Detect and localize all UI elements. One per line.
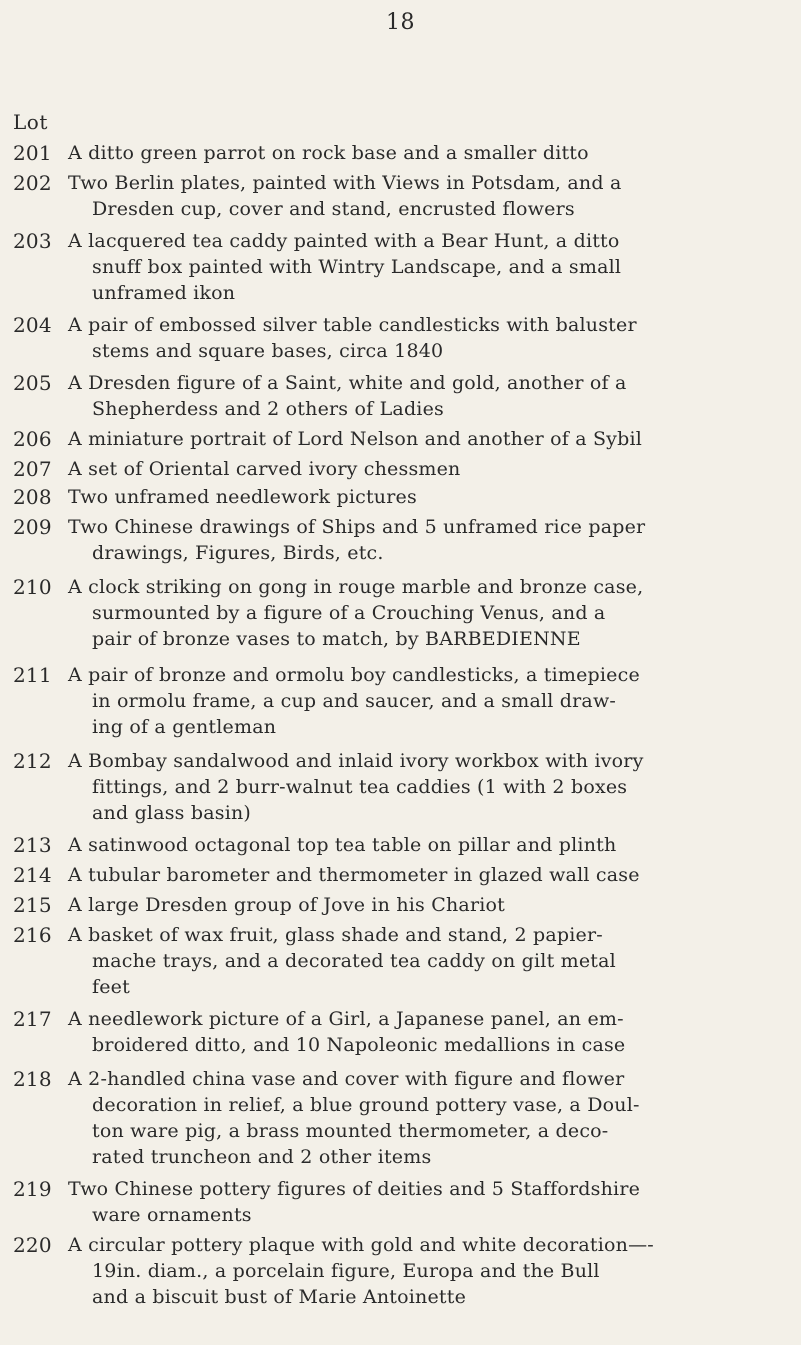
lot-description	[68, 832, 748, 858]
lot-description-line: decoration in relief, a blue ground pottery vase, a Doul-	[92, 1094, 640, 1116]
lot-description-line: Shepherdess and 2 others of Ladies	[92, 398, 444, 420]
lot-entry	[0, 140, 801, 166]
lot-description-line: A 2-handled china vase and cover with figure and flower	[68, 1068, 625, 1090]
page-number: 18	[386, 10, 415, 35]
lot-description-line: and glass basin)	[92, 802, 252, 824]
lot-description-line: A tubular barometer and thermometer in glazed wall case	[68, 864, 640, 886]
lot-number: 215	[13, 893, 52, 917]
lot-number: 203	[13, 229, 52, 253]
lot-number: 217	[13, 1007, 52, 1031]
lot-description-line: fittings, and 2 burr-walnut tea caddies (1 with 2 boxes	[92, 776, 628, 798]
lot-description-line: ing of a gentleman	[92, 716, 277, 738]
lot-description-line: 19in. diam., a porcelain figure, Europa and the Bull	[92, 1260, 600, 1282]
lot-number: 213	[13, 833, 52, 857]
lot-description-line: A ditto green parrot on rock base and a smaller ditto	[68, 142, 589, 164]
lot-description-line: feet	[92, 976, 130, 998]
lot-number: 219	[13, 1177, 52, 1201]
lot-description-line: A pair of bronze and ormolu boy candlesticks, a timepiece	[68, 664, 640, 686]
lot-entry	[0, 312, 801, 364]
lot-entry	[0, 748, 801, 826]
lot-entry	[0, 170, 801, 222]
lot-column-header: Lot	[13, 110, 48, 134]
lot-description-line: rated truncheon and 2 other items	[92, 1146, 432, 1168]
lot-description-line: A Dresden figure of a Saint, white and gold, another of a	[68, 372, 627, 394]
lot-description-line: A set of Oriental carved ivory chessmen	[68, 458, 461, 480]
lot-description	[68, 426, 748, 452]
lot-description	[68, 484, 748, 510]
lot-entry	[0, 1232, 801, 1310]
lot-entry	[0, 228, 801, 306]
lot-description	[68, 1232, 748, 1310]
lot-description-line: unframed ikon	[92, 282, 236, 304]
lot-description-line: and a biscuit bust of Marie Antoinette	[92, 1286, 467, 1308]
lot-description	[68, 1006, 748, 1058]
lot-number: 204	[13, 313, 52, 337]
lot-number: 210	[13, 575, 52, 599]
lot-entry	[0, 832, 801, 858]
lot-description	[68, 228, 748, 306]
lot-number: 202	[13, 171, 52, 195]
lot-number: 209	[13, 515, 52, 539]
lot-description-line: in ormolu frame, a cup and saucer, and a small draw-	[92, 690, 617, 712]
lot-description-line: A pair of embossed silver table candlesticks with baluster	[68, 314, 637, 336]
lot-description-line: Two Chinese drawings of Ships and 5 unframed rice paper	[68, 516, 646, 538]
lot-description	[68, 748, 748, 826]
lot-entry	[0, 426, 801, 452]
lot-description	[68, 312, 748, 364]
lot-description-line: A miniature portrait of Lord Nelson and another of a Sybil	[68, 428, 643, 450]
lot-entry	[0, 862, 801, 888]
lot-description-line: mache trays, and a decorated tea caddy on gilt metal	[92, 950, 616, 972]
lot-description-line: ware ornaments	[92, 1204, 252, 1226]
lot-description-line: ton ware pig, a brass mounted thermometer, a deco-	[92, 1120, 609, 1142]
lot-description-line: snuff box painted with Wintry Landscape, and a small	[92, 256, 622, 278]
lot-entry	[0, 514, 801, 566]
lot-description-line: pair of bronze vases to match, by BARBEDIENNE	[92, 628, 581, 650]
lot-description-line: A clock striking on gong in rouge marble and bronze case,	[68, 576, 644, 598]
lot-entry	[0, 1006, 801, 1058]
lot-number: 216	[13, 923, 52, 947]
lot-description	[68, 662, 748, 740]
lot-description-line: A circular pottery plaque with gold and white decoration—-	[68, 1234, 654, 1256]
lot-number: 212	[13, 749, 52, 773]
lot-description	[68, 514, 748, 566]
lot-description-line: A basket of wax fruit, glass shade and stand, 2 papier-	[68, 924, 603, 946]
lot-number: 207	[13, 457, 52, 481]
lot-number: 201	[13, 141, 52, 165]
lot-entry	[0, 1176, 801, 1228]
lot-description	[68, 574, 748, 652]
lot-number: 220	[13, 1233, 52, 1257]
lot-number: 205	[13, 371, 52, 395]
lot-entry	[0, 662, 801, 740]
lot-entry	[0, 574, 801, 652]
lot-description-line: surmounted by a figure of a Crouching Venus, and a	[92, 602, 606, 624]
lot-entry	[0, 484, 801, 510]
lot-description	[68, 140, 748, 166]
lot-description-line: A needlework picture of a Girl, a Japanese panel, an em-	[68, 1008, 624, 1030]
lot-description-line: A large Dresden group of Jove in his Chariot	[68, 894, 505, 916]
lot-description-line: A lacquered tea caddy painted with a Bear Hunt, a ditto	[68, 230, 620, 252]
lot-list	[0, 140, 801, 1310]
lot-description	[68, 1176, 748, 1228]
lot-number: 218	[13, 1067, 52, 1091]
lot-entry	[0, 892, 801, 918]
lot-number: 206	[13, 427, 52, 451]
lot-number: 211	[13, 663, 52, 687]
lot-description-line: stems and square bases, circa 1840	[92, 340, 444, 362]
lot-description-line: Two Berlin plates, painted with Views in Potsdam, and a	[68, 172, 622, 194]
lot-description-line: drawings, Figures, Birds, etc.	[92, 542, 384, 564]
lot-description-line: Two Chinese pottery figures of deities and 5 Staffordshire	[68, 1178, 641, 1200]
lot-number: 214	[13, 863, 52, 887]
lot-description-line: Two unframed needlework pictures	[68, 486, 417, 508]
lot-entry	[0, 456, 801, 482]
lot-entry	[0, 1066, 801, 1170]
lot-description-line: A satinwood octagonal top tea table on pillar and plinth	[68, 834, 617, 856]
lot-entry	[0, 370, 801, 422]
lot-description	[68, 862, 748, 888]
lot-entry	[0, 922, 801, 1000]
lot-description	[68, 170, 748, 222]
lot-description	[68, 1066, 748, 1170]
lot-number: 208	[13, 485, 52, 509]
lot-description	[68, 370, 748, 422]
lot-description	[68, 456, 748, 482]
lot-description-line: Dresden cup, cover and stand, encrusted flowers	[92, 198, 575, 220]
lot-description-line: broidered ditto, and 10 Napoleonic medallions in case	[92, 1034, 626, 1056]
lot-description	[68, 922, 748, 1000]
lot-description	[68, 892, 748, 918]
lot-description-line: A Bombay sandalwood and inlaid ivory workbox with ivory	[68, 750, 644, 772]
